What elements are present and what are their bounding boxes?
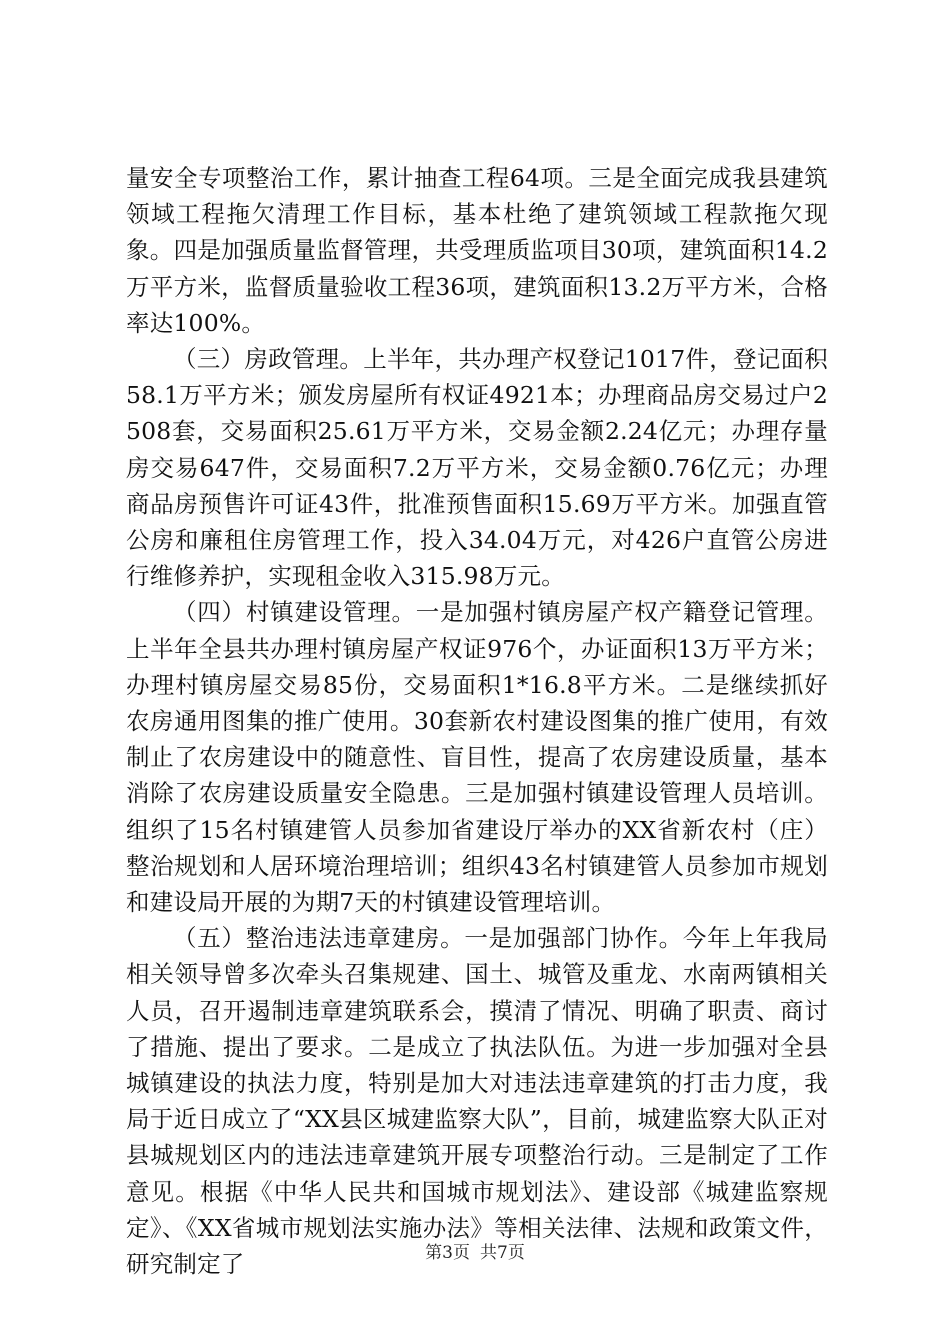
paragraph-illegal-construction: （五）整治违法违章建房。一是加强部门协作。今年上年我局相关领导曾多次牵头召集规建、国土、城管及重龙、水南两镇相关人员，召开遏制违章建筑联系会，摸清了情况、明确了职责、商讨了措施、提出了要求。二是成立了执法队伍。为进一步加强对全县城镇建设的执法力度，特别是加大对违法违章建筑的打击力度，我局于近日成立了“XX县区城建监察大队”，目前，城建监察大队正对县城规划区内的违法违章建筑开展专项整治行动。三是制定了工作意见。根据《中华人民共和国城市规划法》、建设部《城建监察规定》、《XX省城市规划法实施办法》等相关法律、法规和政策文件，研究制定了 [126,924,828,1279]
page-footer [0,1242,950,1264]
paragraph-quality-supervision: 量安全专项整治工作，累计抽查工程64项。三是全面完成我县建筑领域工程拖欠清理工作目标，基本杜绝了建筑领域工程款拖欠现象。四是加强质量监督管理，共受理质监项目30项，建筑面积14.2万平方米，监督质量验收工程36项，建筑面积13.2万平方米，合格率达100%。 [126,164,828,337]
total-pages: 共7页 [480,1243,525,1263]
document-body [126,160,828,1282]
page-number: 第3页 [425,1243,470,1263]
paragraph-village-construction: （四）村镇建设管理。一是加强村镇房屋产权产籍登记管理。上半年全县共办理村镇房屋产权证976个，办证面积13万平方米；办理村镇房屋交易85份，交易面积1*16.8平方米。二是继续抓好农房通用图集的推广使用。30套新农村建设图集的推广使用，有效制止了农房建设中的随意性、盲目性，提高了农房建设质量，基本消除了农房建设质量安全隐患。三是加强村镇建设管理人员培训。组织了15名村镇建管人员参加省建设厅举办的XX省新农村（庄）整治规划和人居环境治理培训；组织43名村镇建管人员参加市规划和建设局开展的为期7天的村镇建设管理培训。 [126,598,828,917]
paragraph-housing-management: （三）房政管理。上半年，共办理产权登记1017件，登记面积58.1万平方米；颁发房屋所有权证4921本；办理商品房交易过户2508套，交易面积25.61万平方米，交易金额2.24亿元；办理存量房交易647件，交易面积7.2万平方米，交易金额0.76亿元；办理商品房预售许可证43件，批准预售面积15.69万平方米。加强直管公房和廉租住房管理工作，投入34.04万元，对426户直管公房进行维修养护，实现租金收入315.98万元。 [126,345,828,591]
